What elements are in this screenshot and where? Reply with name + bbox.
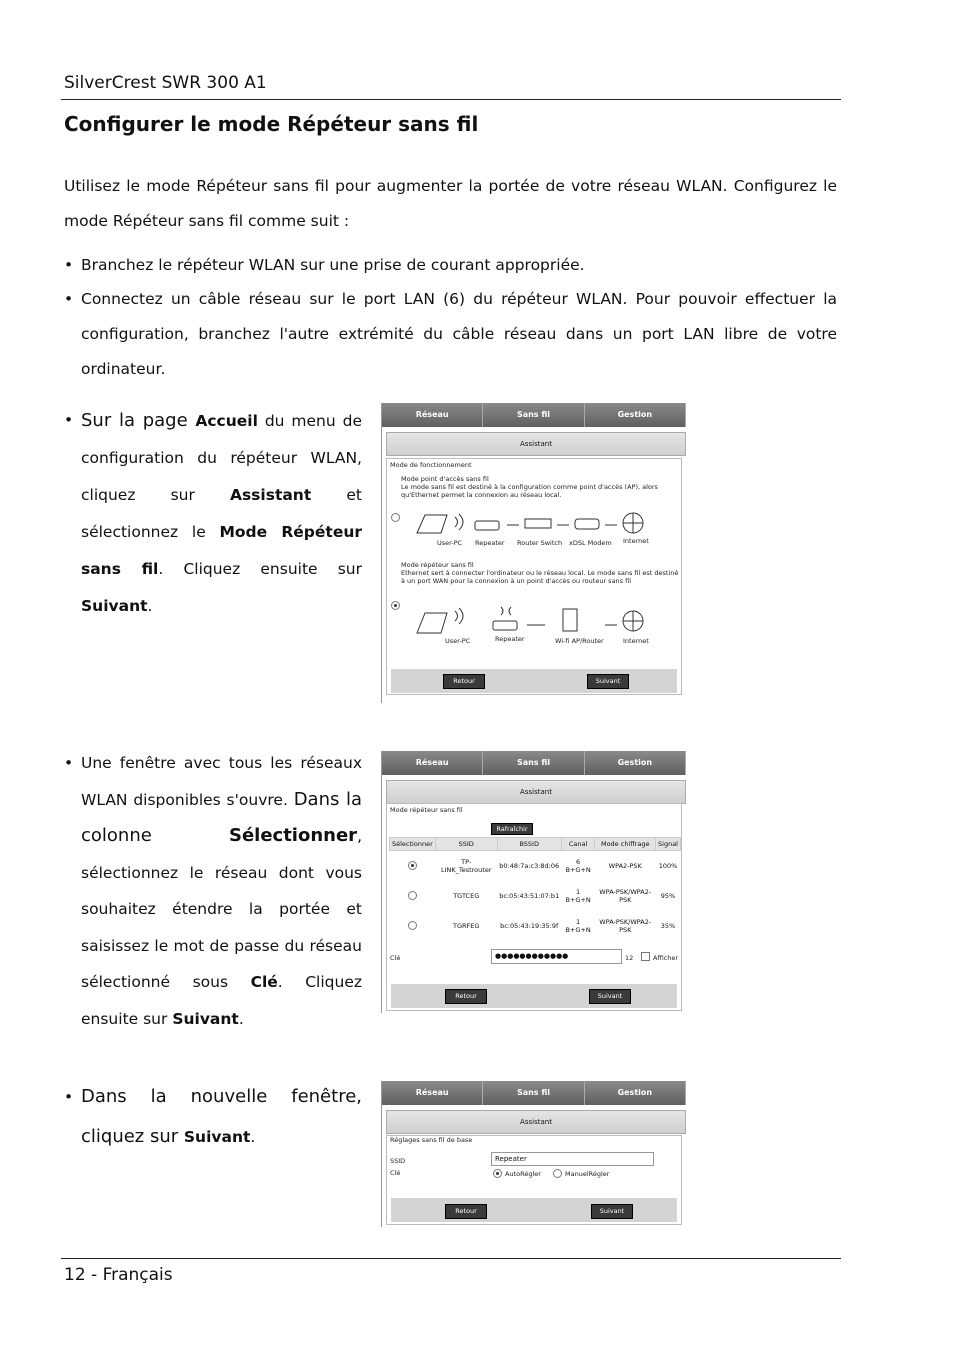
wifi-icon [455, 608, 463, 624]
device-label: Wi-fi AP/Router [555, 637, 604, 645]
network-radio[interactable] [408, 861, 417, 870]
ssid-label: SSID [390, 1157, 406, 1165]
bullet-assistant [81, 402, 362, 625]
repeater-icon [475, 521, 499, 530]
footer-rule [61, 1258, 841, 1259]
tab-network[interactable]: Réseau [382, 751, 483, 775]
bullet-select-network [81, 745, 362, 1037]
switch-icon [525, 519, 551, 528]
key-input[interactable]: ●●●●●●●●●●●● [491, 949, 622, 964]
column-header: Signal [656, 838, 681, 851]
tab-wireless[interactable]: Sans fil [483, 403, 584, 427]
bullet-power: • Branchez le répéteur WLAN sur une prise de courant appropriée. [81, 248, 837, 283]
tab-network[interactable]: Réseau [382, 1081, 483, 1105]
tab-wireless[interactable]: Sans fil [483, 1081, 584, 1105]
keyword: Clé [250, 973, 278, 991]
nav-tabs [382, 751, 686, 775]
bullet-text: . [250, 1128, 256, 1146]
channel-cell: 6 B+G+N [565, 858, 591, 874]
column-header: Mode chiffrage [595, 838, 656, 851]
button-bar [391, 1198, 677, 1222]
nav-tabs [382, 1081, 686, 1105]
repeater-panel [386, 803, 682, 1011]
device-label: Repeater [495, 635, 525, 643]
keyword: Suivant [172, 1009, 239, 1028]
modem-icon [575, 519, 599, 529]
table-row[interactable] [390, 881, 681, 911]
bullet-text: , sélectionnez le réseau dont vous souhaitez étendre la portée et saisissez le mot de passe du réseau sélectionné sous [81, 827, 362, 991]
page-title: Configurer le mode Répéteur sans fil [64, 112, 479, 136]
section-title: Réglages sans fil de base [390, 1136, 473, 1144]
select-cell[interactable] [390, 881, 436, 911]
select-cell[interactable] [390, 851, 436, 882]
key-label: Clé [390, 954, 401, 962]
device-label: Internet [623, 637, 649, 645]
network-radio[interactable] [408, 921, 417, 930]
next-button[interactable]: Suivant [589, 989, 631, 1004]
key-length: 12 [625, 954, 634, 962]
device-label: Repeater [475, 539, 505, 547]
signal-cell: 35% [660, 922, 676, 930]
next-button[interactable]: Suivant [587, 674, 629, 689]
bssid-cell: b0:48:7a:c3:8d:06 [499, 862, 560, 870]
repeater-mode-title: Mode répéteur sans fil [401, 561, 474, 569]
key-label: Clé [390, 1169, 401, 1177]
signal-cell: 95% [660, 892, 676, 900]
column-header: Sélectionner [390, 838, 436, 851]
bullet-text: Dans la colonne [81, 788, 362, 846]
back-button[interactable]: Retour [445, 1204, 487, 1219]
encryption-cell: WPA2-PSK [608, 862, 642, 870]
encryption-cell: WPA-PSK/WPA2-PSK [599, 918, 652, 934]
table-row[interactable] [390, 911, 681, 941]
ssid-cell: TGRFEG [453, 922, 480, 930]
tab-management[interactable]: Gestion [585, 1081, 686, 1105]
ap-mode-radio[interactable] [391, 513, 400, 522]
wifi-icon [455, 514, 463, 530]
manual-label: ManuelRégler [565, 1170, 610, 1178]
repeater-diagram [415, 599, 665, 639]
ssid-cell: TGTCEG [453, 892, 480, 900]
device-label: Router Switch [517, 539, 563, 547]
ap-mode-title: Mode point d'accès sans fil [401, 475, 489, 483]
table-row[interactable] [390, 851, 681, 882]
laptop-icon [417, 515, 447, 533]
basic-settings-panel [386, 1135, 682, 1225]
device-label: xDSL Modem [569, 539, 612, 547]
bullet-text: . [147, 597, 153, 615]
bullet-text: Sur la page [81, 410, 196, 431]
tab-management[interactable]: Gestion [585, 403, 686, 427]
assistant-bar: Assistant [386, 432, 686, 456]
tab-wireless[interactable]: Sans fil [483, 751, 584, 775]
device-label: User-PC [445, 637, 471, 645]
refresh-button[interactable]: Rafraîchir [491, 823, 533, 835]
column-header: Canal [561, 838, 595, 851]
keyword: Sélectionner [228, 825, 358, 846]
ssid-input[interactable]: Repeater [491, 1152, 654, 1166]
bullet-confirm [81, 1077, 362, 1157]
assistant-bar: Assistant [386, 780, 686, 804]
bullet-text: . [238, 1009, 244, 1028]
tab-network[interactable]: Réseau [382, 403, 483, 427]
bullet-text: Une fenêtre avec tous les réseaux WLAN disponibles s'ouvre. [81, 754, 362, 809]
manual-radio[interactable] [553, 1169, 562, 1178]
keyword: Assistant [229, 486, 312, 504]
channel-cell: 1 B+G+N [565, 888, 591, 904]
repeater-mode-description: Ethernet sert à connecter l'ordinateur ou le réseau local. Le mode sans fil est destiné à un port WAN pour la connexion à un point d'accès ou routeur sans fil [401, 569, 679, 585]
screenshot-basic-settings [381, 1081, 686, 1227]
document-header: SilverCrest SWR 300 A1 [64, 73, 267, 93]
next-button[interactable]: Suivant [591, 1204, 633, 1219]
assistant-bar: Assistant [386, 1110, 686, 1134]
show-key-checkbox[interactable] [641, 952, 650, 961]
select-cell[interactable] [390, 911, 436, 941]
keyword: Mode Répéteur sans fil [81, 523, 363, 578]
keyword: Suivant [183, 1128, 251, 1146]
bullet-text: . Cliquez ensuite sur [158, 560, 362, 578]
bullet-cable: • Connectez un câble réseau sur le port LAN (6) du répéteur WLAN. Pour pouvoir effectuer la configuration, branchez l'autre extrémité du câble réseau dans un port LAN libre de votre ordinateur. [81, 282, 837, 387]
wlan-table [389, 837, 681, 941]
keyword: Suivant [81, 597, 148, 615]
bullet-text: . Cliquez ensuite sur [81, 973, 362, 1028]
back-button[interactable]: Retour [443, 674, 485, 689]
auto-radio[interactable] [493, 1169, 502, 1178]
bssid-cell: bc:05:43:19:35:9f [500, 922, 559, 930]
laptop-icon [417, 613, 447, 633]
section-title: Mode de fonctionnement [390, 461, 472, 469]
bullet-text: du menu de configuration du répéteur WLAN, cliquez sur [81, 412, 362, 504]
repeater-mode-radio[interactable] [391, 601, 400, 610]
button-bar [391, 669, 677, 693]
keyword: Accueil [195, 412, 258, 430]
device-label: User-PC [437, 539, 463, 547]
channel-cell: 1 B+G+N [565, 918, 591, 934]
bullet-text: Dans la nouvelle fenêtre, cliquez sur [81, 1086, 362, 1147]
section-title: Mode répéteur sans fil [390, 806, 463, 814]
router-icon [563, 609, 577, 631]
bssid-cell: bc:05:43:51:07:b1 [499, 892, 560, 900]
table-header-row [390, 838, 681, 851]
auto-label: AutoRégler [505, 1170, 541, 1178]
button-bar [391, 984, 677, 1008]
page-number: 12 - Français [64, 1265, 173, 1285]
device-label: Internet [623, 537, 649, 545]
repeater-icon [493, 621, 517, 630]
header-rule [61, 99, 841, 100]
ssid-cell: TP-LINK_Testrouter [440, 858, 492, 874]
intro-paragraph: Utilisez le mode Répéteur sans fil pour augmenter la portée de votre réseau WLAN. Configurez le mode Répéteur sans fil comme suit : [64, 177, 837, 230]
bullet-text: et sélectionnez le [81, 486, 362, 541]
column-header: SSID [435, 838, 497, 851]
mode-panel [386, 458, 682, 695]
encryption-cell: WPA-PSK/WPA2-PSK [599, 888, 652, 904]
back-button[interactable]: Retour [445, 989, 487, 1004]
signal-cell: 100% [658, 862, 678, 870]
show-key-label: Afficher [653, 954, 679, 962]
tab-management[interactable]: Gestion [585, 751, 686, 775]
screenshot-operating-mode [381, 403, 686, 703]
screenshot-wlan-list [381, 751, 686, 1013]
column-header: BSSID [497, 838, 561, 851]
ap-diagram [415, 507, 665, 537]
nav-tabs [382, 403, 686, 427]
ap-mode-description: Le mode sans fil est destiné à la configuration comme point d'accès (AP), alors qu'Ethernet permet la connexion au réseau local. [401, 483, 658, 499]
network-radio[interactable] [408, 891, 417, 900]
